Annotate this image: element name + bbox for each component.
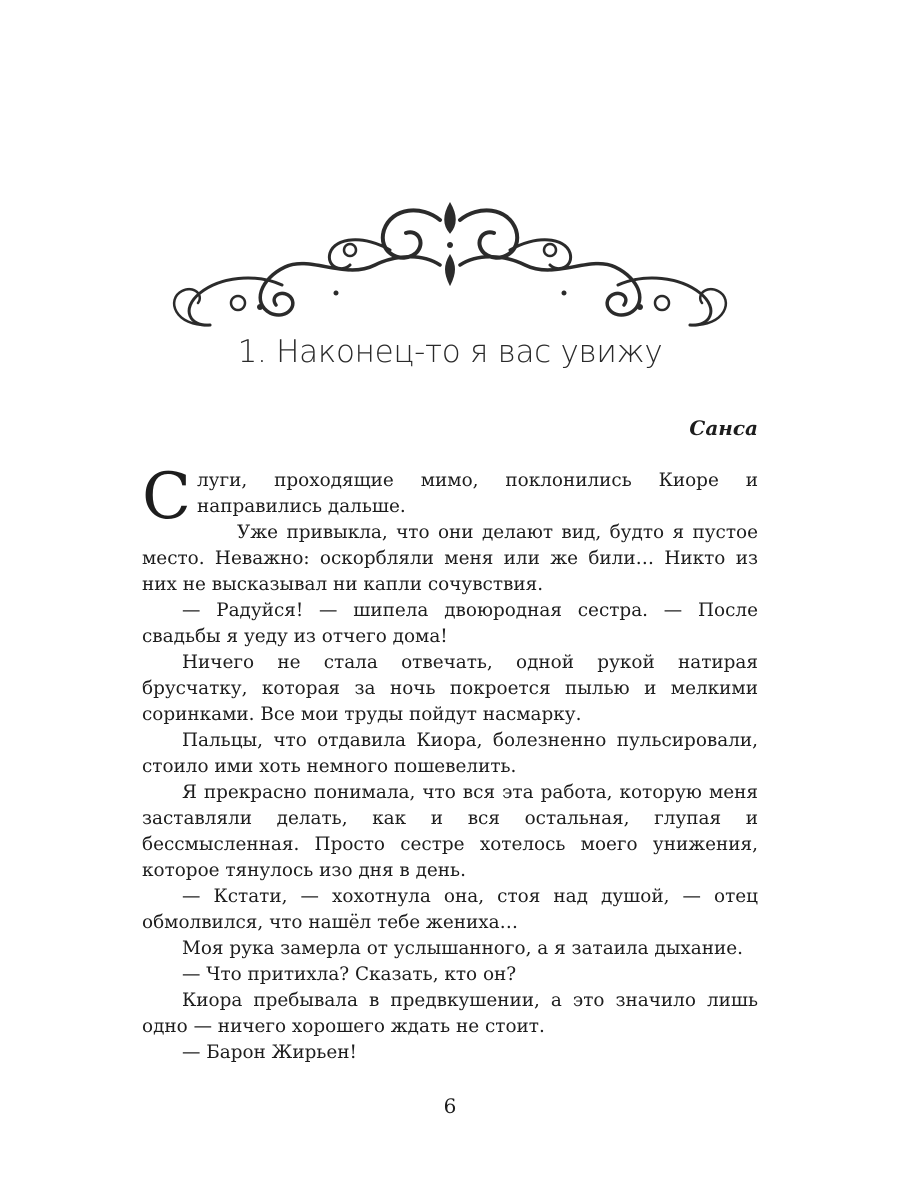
drop-cap: С [142,460,191,534]
paragraph: Ничего не стала отвечать, одной рукой натирая брусчатку, которая за ночь покроется пылью и мелкими соринками. Все мои труды пойдут насмарку. [142,652,758,725]
paragraph: — Барон Жирьен! [182,1042,357,1063]
paragraph: Моя рука замерла от услышанного, а я затаила дыхание. [182,938,743,959]
paragraph: Киора пребывала в предвкушении, а это значило лишь одно — ничего хорошего ждать не стоит. [142,990,758,1037]
paragraph: Уже привыкла, что они делают вид, будто я пустое место. Неважно: оскорбляли меня или же били… Никто из них не высказывал ни капли сочувствия. [142,522,758,595]
paragraph: — Кстати, — хохотнула она, стоя над душой, — отец обмолвился, что нашёл тебе жениха… [142,886,758,933]
paragraph: Пальцы, что отдавила Киора, болезненно пульсировали, стоило ими хоть немного пошевелить. [142,730,758,777]
paragraph: Я прекрасно понимала, что вся эта работа, которую меня заставляли делать, как и вся остальная, глупая и бессмысленная. Просто сестре хотелось моего унижения, которое тянулось изо дня в день. [142,782,758,881]
scroll-flourish-icon [160,195,740,335]
chapter-body [142,460,758,1066]
paragraph: — Радуйся! — шипела двоюродная сестра. — После свадьбы я уеду из отчего дома! [142,600,758,647]
chapter-title: 1. Наконец-то я вас увижу [237,334,663,370]
paragraph: — Что притихла? Сказать, кто он? [182,964,517,985]
page-number: 6 [443,1094,457,1118]
pov-character-name: Санса [689,416,758,440]
paragraph: Слуги, проходящие мимо, поклонились Киоре и направились дальше. [142,460,758,534]
